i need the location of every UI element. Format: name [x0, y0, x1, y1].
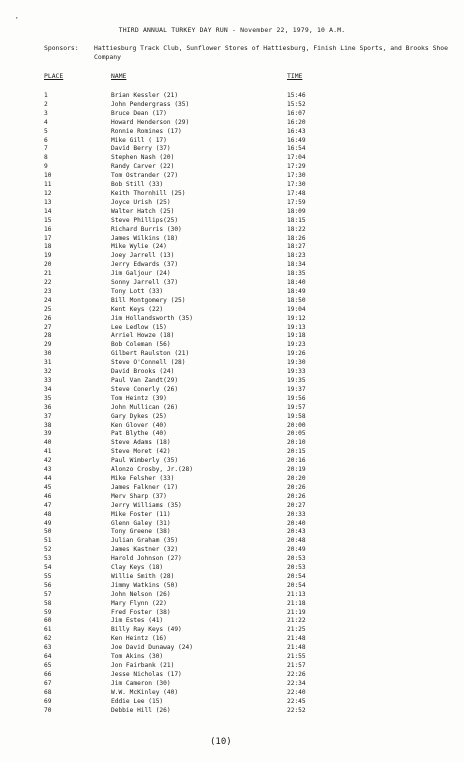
result-time: 17:48	[287, 189, 306, 197]
result-time: 18:26	[287, 234, 306, 242]
result-row	[0, 368, 464, 377]
result-time: 19:12	[287, 314, 306, 322]
result-place: 64	[44, 653, 52, 661]
result-time: 22:40	[287, 688, 306, 696]
result-row	[0, 279, 464, 288]
result-place: 67	[44, 679, 52, 687]
result-row	[0, 332, 464, 341]
result-name: Joyce Urish (25)	[111, 198, 171, 206]
result-time: 19:23	[287, 341, 306, 349]
result-time: 20:05	[287, 430, 306, 438]
result-time: 20:19	[287, 466, 306, 474]
result-name: Stephen Nash (20)	[111, 154, 175, 162]
result-name: Bruce Dean (17)	[111, 109, 167, 117]
result-place: 53	[44, 555, 52, 563]
result-name: John Pendergrass (35)	[111, 100, 190, 108]
result-row	[0, 662, 464, 671]
result-name: Harold Johnson (27)	[111, 555, 182, 563]
result-time: 18:23	[287, 252, 306, 260]
result-time: 19:56	[287, 394, 306, 402]
result-time: 18:49	[287, 287, 306, 295]
result-row	[0, 288, 464, 297]
result-place: 13	[44, 198, 52, 206]
result-time: 20:54	[287, 581, 306, 589]
result-place: 54	[44, 564, 52, 572]
result-time: 22:52	[287, 706, 306, 714]
result-row	[0, 511, 464, 520]
result-row	[0, 145, 464, 154]
result-name: David Berry (37)	[111, 145, 171, 153]
result-name: Kent Keys (22)	[111, 305, 164, 313]
result-place: 46	[44, 492, 52, 500]
result-place: 21	[44, 270, 52, 278]
result-place: 19	[44, 252, 52, 260]
result-time: 16:43	[287, 127, 306, 135]
result-time: 18:09	[287, 207, 306, 215]
result-time: 20:27	[287, 501, 306, 509]
result-row	[0, 520, 464, 529]
result-place: 2	[44, 100, 48, 108]
result-place: 37	[44, 412, 52, 420]
result-row	[0, 128, 464, 137]
result-place: 3	[44, 109, 48, 117]
result-row	[0, 707, 464, 716]
result-time: 15:52	[287, 100, 306, 108]
result-row	[0, 404, 464, 413]
result-row	[0, 270, 464, 279]
result-row	[0, 395, 464, 404]
page-title: THIRD ANNUAL TURKEY DAY RUN - November 22, 1979, 10 A.M.	[118, 26, 346, 34]
result-row	[0, 546, 464, 555]
result-time: 22:45	[287, 697, 306, 705]
result-row	[0, 181, 464, 190]
result-name: Willie Smith (28)	[111, 572, 175, 580]
result-row	[0, 644, 464, 653]
column-header-time: TIME	[287, 72, 303, 80]
result-time: 19:35	[287, 377, 306, 384]
result-time: 18:40	[287, 279, 306, 287]
result-row	[0, 119, 464, 128]
result-row	[0, 92, 464, 101]
result-time: 19:57	[287, 403, 306, 411]
result-name: Jerry Williams (35)	[111, 501, 182, 509]
result-name: James Falkner (17)	[111, 483, 179, 491]
page-number: (10)	[210, 737, 232, 747]
result-name: Jon Fairbank (21)	[111, 662, 175, 669]
result-time: 20:00	[287, 421, 306, 429]
result-name: Mike Gill ( 17)	[111, 136, 167, 144]
result-name: Bill Montgomery (25)	[111, 296, 186, 304]
result-name: Jesse Nicholas (17)	[111, 670, 182, 678]
result-row	[0, 386, 464, 395]
result-name: Jimmy Watkins (50)	[111, 581, 179, 589]
result-time: 20:48	[287, 537, 306, 545]
result-time: 20:40	[287, 519, 306, 527]
result-row	[0, 217, 464, 226]
result-place: 68	[44, 688, 52, 696]
result-name: Gilbert Raulston (21)	[111, 350, 190, 358]
result-place: 38	[44, 421, 52, 429]
result-row	[0, 226, 464, 235]
result-place: 63	[44, 644, 52, 652]
result-name: Mary Flynn (22)	[111, 599, 167, 607]
result-time: 21:57	[287, 662, 306, 669]
result-row	[0, 110, 464, 119]
result-name: Howard Henderson (29)	[111, 118, 190, 126]
result-place: 22	[44, 279, 52, 287]
result-place: 42	[44, 457, 52, 465]
result-row	[0, 493, 464, 502]
result-row	[0, 235, 464, 244]
result-time: 20:15	[287, 448, 306, 456]
result-time: 17:29	[287, 163, 306, 171]
result-place: 66	[44, 670, 52, 678]
result-name: Julian Graham (35)	[111, 537, 179, 545]
result-row	[0, 671, 464, 680]
result-place: 56	[44, 581, 52, 589]
result-place: 14	[44, 207, 52, 215]
result-place: 62	[44, 635, 52, 643]
result-name: Randy Carver (22)	[111, 163, 175, 171]
result-name: Jerry Edwards (37)	[111, 261, 179, 269]
sponsors-text: Hattiesburg Track Club, Sunflower Stores of Hattiesburg, Finish Line Sports, and Brooks Shoe Company	[94, 44, 448, 61]
result-time: 21:25	[287, 626, 306, 634]
result-place: 7	[44, 145, 48, 153]
result-row	[0, 564, 464, 573]
result-name: Ken Heintz (16)	[111, 635, 167, 643]
result-name: Mike Felsher (33)	[111, 474, 175, 482]
result-place: 23	[44, 287, 52, 295]
result-place: 60	[44, 617, 52, 625]
result-row	[0, 680, 464, 689]
result-row	[0, 689, 464, 698]
result-place: 24	[44, 296, 52, 304]
result-place: 51	[44, 537, 52, 545]
result-row	[0, 457, 464, 466]
result-place: 39	[44, 430, 52, 438]
result-place: 43	[44, 466, 52, 474]
column-header-place: PLACE	[44, 72, 64, 80]
result-row	[0, 208, 464, 217]
result-place: 16	[44, 225, 52, 233]
result-name: Billy Ray Keys (49)	[111, 626, 182, 634]
result-name: Steve Phillips(25)	[111, 216, 179, 224]
result-name: Walter Hatch (25)	[111, 207, 175, 215]
result-row	[0, 315, 464, 324]
result-time: 22:34	[287, 679, 306, 687]
result-place: 5	[44, 127, 48, 135]
result-name: Brian Kessler (21)	[111, 92, 179, 99]
result-row	[0, 617, 464, 626]
result-time: 19:13	[287, 323, 306, 331]
result-time: 21:55	[287, 653, 306, 661]
result-row	[0, 243, 464, 252]
result-place: 32	[44, 368, 52, 376]
result-row	[0, 698, 464, 707]
result-row	[0, 635, 464, 644]
result-time: 19:18	[287, 332, 306, 340]
result-row	[0, 190, 464, 199]
result-time: 17:04	[287, 154, 306, 162]
result-time: 20:54	[287, 572, 306, 580]
result-place: 70	[44, 706, 52, 714]
result-time: 20:53	[287, 555, 306, 563]
result-place: 15	[44, 216, 52, 224]
result-place: 50	[44, 528, 52, 536]
result-time: 19:58	[287, 412, 306, 420]
result-name: Steve Moret (42)	[111, 448, 171, 456]
result-place: 8	[44, 154, 48, 162]
result-name: Merv Sharp (37)	[111, 492, 167, 500]
result-place: 9	[44, 163, 48, 171]
result-name: Pat Blythe (40)	[111, 430, 167, 438]
result-place: 28	[44, 332, 52, 340]
result-name: Tony Greene (38)	[111, 528, 171, 536]
result-time: 18:15	[287, 216, 306, 224]
result-place: 48	[44, 510, 52, 518]
result-name: Paul Wimberly (35)	[111, 457, 179, 465]
result-name: Jim Hollandsworth (35)	[111, 314, 193, 322]
result-row	[0, 413, 464, 422]
scan-mark: ·	[14, 14, 20, 24]
result-time: 17:59	[287, 198, 306, 206]
result-place: 27	[44, 323, 52, 331]
result-time: 19:30	[287, 359, 306, 367]
result-name: James Kastner (32)	[111, 546, 179, 554]
result-row	[0, 297, 464, 306]
result-name: Sonny Jarrell (37)	[111, 279, 179, 287]
result-time: 19:04	[287, 305, 306, 313]
result-row	[0, 582, 464, 591]
result-name: Steve Adams (18)	[111, 439, 171, 447]
result-time: 18:27	[287, 243, 306, 251]
result-row	[0, 609, 464, 618]
result-row	[0, 172, 464, 181]
result-place: 10	[44, 172, 52, 180]
result-row	[0, 600, 464, 609]
result-time: 21:19	[287, 608, 306, 616]
result-name: Lee Ledlow (15)	[111, 323, 167, 331]
result-row	[0, 101, 464, 110]
result-name: James Wilkins (18)	[111, 234, 179, 242]
result-name: Tony Lott (33)	[111, 287, 164, 295]
result-name: Glenn Galey (31)	[111, 519, 171, 527]
result-place: 12	[44, 189, 52, 197]
result-time: 20:49	[287, 546, 306, 554]
result-time: 16:49	[287, 136, 306, 144]
result-row	[0, 199, 464, 208]
result-name: Tom Akins (30)	[111, 653, 164, 661]
result-place: 11	[44, 181, 52, 189]
result-time: 17:30	[287, 181, 306, 189]
result-place: 61	[44, 626, 52, 634]
result-time: 16:20	[287, 118, 306, 126]
result-place: 33	[44, 377, 52, 384]
result-place: 36	[44, 403, 52, 411]
result-name: Eddie Lee (15)	[111, 697, 164, 705]
result-time: 20:43	[287, 528, 306, 536]
result-name: Mike Wylie (24)	[111, 243, 167, 251]
result-row	[0, 306, 464, 315]
result-place: 44	[44, 474, 52, 482]
result-place: 25	[44, 305, 52, 313]
result-row	[0, 252, 464, 261]
result-name: Mike Foster (11)	[111, 510, 171, 518]
result-row	[0, 350, 464, 359]
result-name: Tom Heintz (39)	[111, 394, 167, 402]
result-row	[0, 324, 464, 333]
result-time: 16:07	[287, 109, 306, 117]
result-row	[0, 261, 464, 270]
result-row	[0, 537, 464, 546]
result-time: 19:26	[287, 350, 306, 358]
result-row	[0, 466, 464, 475]
results-list	[0, 92, 464, 715]
result-time: 21:18	[287, 599, 306, 607]
result-time: 18:22	[287, 225, 306, 233]
result-row	[0, 475, 464, 484]
result-place: 34	[44, 385, 52, 393]
result-place: 29	[44, 341, 52, 349]
result-name: Ronnie Romines (17)	[111, 127, 182, 135]
sponsors-label: Sponsors:	[44, 44, 79, 52]
result-row	[0, 448, 464, 457]
result-row	[0, 591, 464, 600]
result-name: Clay Keys (18)	[111, 564, 164, 572]
result-time: 20:53	[287, 564, 306, 572]
result-name: Tom Ostrander (27)	[111, 172, 179, 180]
result-place: 55	[44, 572, 52, 580]
result-time: 22:26	[287, 670, 306, 678]
result-row	[0, 484, 464, 493]
result-name: Bob Coleman (56)	[111, 341, 171, 349]
result-time: 20:10	[287, 439, 306, 447]
result-place: 57	[44, 590, 52, 598]
result-place: 47	[44, 501, 52, 509]
result-time: 18:50	[287, 296, 306, 304]
result-place: 65	[44, 662, 52, 669]
result-name: Paul Van Zandt(29)	[111, 377, 179, 384]
result-time: 17:30	[287, 172, 306, 180]
result-name: Steve Conerly (26)	[111, 385, 179, 393]
result-time: 20:33	[287, 510, 306, 518]
result-name: Alonzo Crosby, Jr.(28)	[111, 466, 193, 474]
result-name: Ken Glover (40)	[111, 421, 167, 429]
result-name: Jim Cameron (30)	[111, 679, 171, 687]
result-place: 69	[44, 697, 52, 705]
result-time: 19:33	[287, 368, 306, 376]
result-row	[0, 377, 464, 386]
result-place: 35	[44, 394, 52, 402]
result-time: 20:20	[287, 474, 306, 482]
result-row	[0, 430, 464, 439]
result-name: Steve O'Connell (28)	[111, 359, 186, 367]
result-name: Bob Still (33)	[111, 181, 164, 189]
result-place: 52	[44, 546, 52, 554]
result-time: 20:26	[287, 492, 306, 500]
result-row	[0, 502, 464, 511]
result-time: 20:26	[287, 483, 306, 491]
result-place: 41	[44, 448, 52, 456]
result-name: Richard Burris (30)	[111, 225, 182, 233]
result-row	[0, 154, 464, 163]
result-row	[0, 653, 464, 662]
result-name: Keith Thornhill (25)	[111, 189, 186, 197]
result-place: 49	[44, 519, 52, 527]
result-name: Gary Dykes (25)	[111, 412, 167, 420]
result-time: 18:35	[287, 270, 306, 278]
result-name: Arriel Howze (18)	[111, 332, 175, 340]
result-place: 20	[44, 261, 52, 269]
result-name: David Brooks (24)	[111, 368, 175, 376]
result-place: 58	[44, 599, 52, 607]
result-row	[0, 341, 464, 350]
result-place: 45	[44, 483, 52, 491]
result-time: 20:16	[287, 457, 306, 465]
result-place: 40	[44, 439, 52, 447]
result-name: John Mullican (26)	[111, 403, 179, 411]
result-row	[0, 528, 464, 537]
result-name: Jim Estes (41)	[111, 617, 164, 625]
result-row	[0, 163, 464, 172]
result-row	[0, 555, 464, 564]
result-row	[0, 422, 464, 431]
result-place: 1	[44, 92, 48, 99]
result-place: 18	[44, 243, 52, 251]
result-time: 15:46	[287, 92, 306, 99]
result-name: John Nelson (26)	[111, 590, 171, 598]
result-time: 21:22	[287, 617, 306, 625]
result-name: Debbie Hill (26)	[111, 706, 171, 714]
result-name: Fred Foster (38)	[111, 608, 171, 616]
result-time: 16:54	[287, 145, 306, 153]
result-time: 21:13	[287, 590, 306, 598]
result-place: 26	[44, 314, 52, 322]
result-place: 6	[44, 136, 48, 144]
result-name: Joey Jarrell (13)	[111, 252, 175, 260]
result-time: 18:34	[287, 261, 306, 269]
result-name: Joe David Dunaway (24)	[111, 644, 193, 652]
result-row	[0, 626, 464, 635]
result-place: 59	[44, 608, 52, 616]
result-row	[0, 359, 464, 368]
result-name: W.W. McKinley (40)	[111, 688, 179, 696]
result-row	[0, 439, 464, 448]
result-place: 30	[44, 350, 52, 358]
result-row	[0, 573, 464, 582]
result-name: Jim Galjour (24)	[111, 270, 171, 278]
result-row	[0, 137, 464, 146]
result-place: 17	[44, 234, 52, 242]
column-header-name: NAME	[111, 72, 127, 80]
result-time: 21:48	[287, 644, 306, 652]
result-time: 19:37	[287, 385, 306, 393]
result-place: 4	[44, 118, 48, 126]
result-time: 21:48	[287, 635, 306, 643]
result-place: 31	[44, 359, 52, 367]
